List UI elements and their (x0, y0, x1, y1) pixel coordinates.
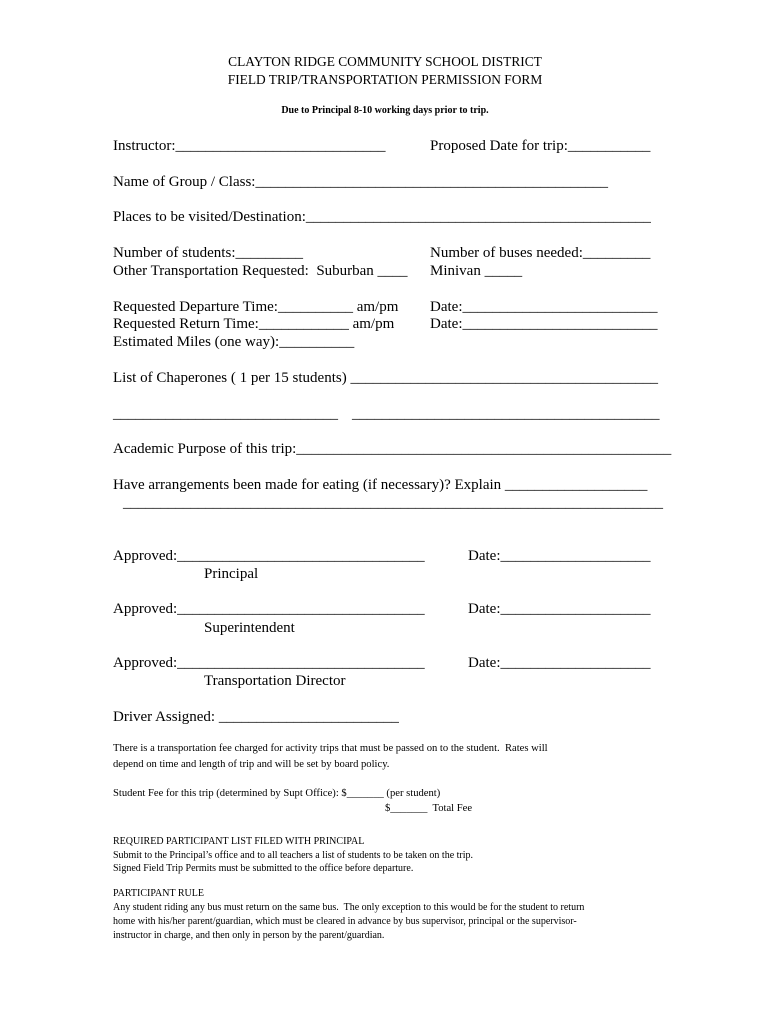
participant-rule-line-1: Any student riding any bus must return on the same bus. The only exception to this would be for the student to return (113, 902, 585, 913)
participant-rule-heading: PARTICIPANT RULE (113, 888, 204, 899)
approval-principal-date[interactable]: Date:____________________ (468, 548, 651, 564)
approval-principal-signature[interactable]: Approved:_________________________________ (113, 548, 425, 564)
total-fee-field[interactable]: $_______ Total Fee (385, 803, 473, 814)
student-fee-field[interactable]: Student Fee for this trip (determined by Supt Office): $_______ (per student) (113, 788, 441, 799)
minivan-field[interactable]: Minivan _____ (430, 263, 523, 279)
approval-superintendent-date[interactable]: Date:____________________ (468, 601, 651, 617)
approval-transport-signature[interactable]: Approved:_________________________________ (113, 655, 425, 671)
driver-assigned-field[interactable]: Driver Assigned: ________________________ (113, 709, 399, 725)
approval-superintendent-signature[interactable]: Approved:_________________________________ (113, 601, 425, 617)
participant-list-heading: REQUIRED PARTICIPANT LIST FILED WITH PRINCIPAL (113, 836, 365, 847)
group-class-field[interactable]: Name of Group / Class:_______________________________________________ (113, 174, 608, 190)
fee-text-line-1: There is a transportation fee charged for activity trips that must be passed on to the student. Rates will (113, 743, 548, 754)
district-title: CLAYTON RIDGE COMMUNITY SCHOOL DISTRICT (228, 54, 542, 69)
due-note: Due to Principal 8-10 working days prior to trip. (281, 105, 489, 116)
num-students-field[interactable]: Number of students:_________ (113, 245, 303, 261)
destination-field[interactable]: Places to be visited/Destination:______________________________________________ (113, 209, 651, 225)
chaperone-line-left[interactable]: ______________________________ (113, 406, 338, 422)
other-transport-field[interactable]: Other Transportation Requested: Suburban ____ (113, 263, 408, 279)
chaperone-line-right[interactable]: _________________________________________ (352, 406, 660, 422)
participant-rule-line-3: instructor in charge, and then only in person by the parent/guardian. (113, 930, 385, 941)
fee-text-line-2: depend on time and length of trip and will be set by board policy. (113, 759, 390, 770)
participant-list-line-1: Submit to the Principal’s office and to all teachers a list of students to be taken on the trip. (113, 850, 474, 861)
participant-rule-line-2: home with his/her parent/guardian, which must be cleared in advance by bus supervisor, principal or the supervisor- (113, 916, 577, 927)
approval-transport-role: Transportation Director (204, 673, 346, 689)
approval-principal-role: Principal (204, 566, 259, 582)
instructor-field[interactable]: Instructor:____________________________ (113, 138, 386, 154)
num-buses-field[interactable]: Number of buses needed:_________ (430, 245, 651, 261)
miles-field[interactable]: Estimated Miles (one way):__________ (113, 334, 355, 350)
proposed-date-field[interactable]: Proposed Date for trip:___________ (430, 138, 651, 154)
approval-superintendent-role: Superintendent (204, 620, 295, 636)
departure-date-field[interactable]: Date:__________________________ (430, 299, 658, 315)
participant-list-line-2: Signed Field Trip Permits must be submitted to the office before departure. (113, 863, 414, 874)
chaperones-field[interactable]: List of Chaperones ( 1 per 15 students) _________________________________________ (113, 370, 658, 386)
academic-purpose-field[interactable]: Academic Purpose of this trip:__________________________________________________ (113, 441, 672, 457)
eating-field[interactable]: Have arrangements been made for eating (if necessary)? Explain ___________________ (113, 477, 648, 493)
approval-transport-date[interactable]: Date:____________________ (468, 655, 651, 671)
form-title: FIELD TRIP/TRANSPORTATION PERMISSION FORM (227, 72, 543, 87)
eating-line[interactable]: ________________________________________________________________________ (123, 495, 663, 511)
return-date-field[interactable]: Date:__________________________ (430, 316, 658, 332)
return-time-field[interactable]: Requested Return Time:____________ am/pm (113, 316, 395, 332)
departure-time-field[interactable]: Requested Departure Time:__________ am/pm (113, 299, 399, 315)
